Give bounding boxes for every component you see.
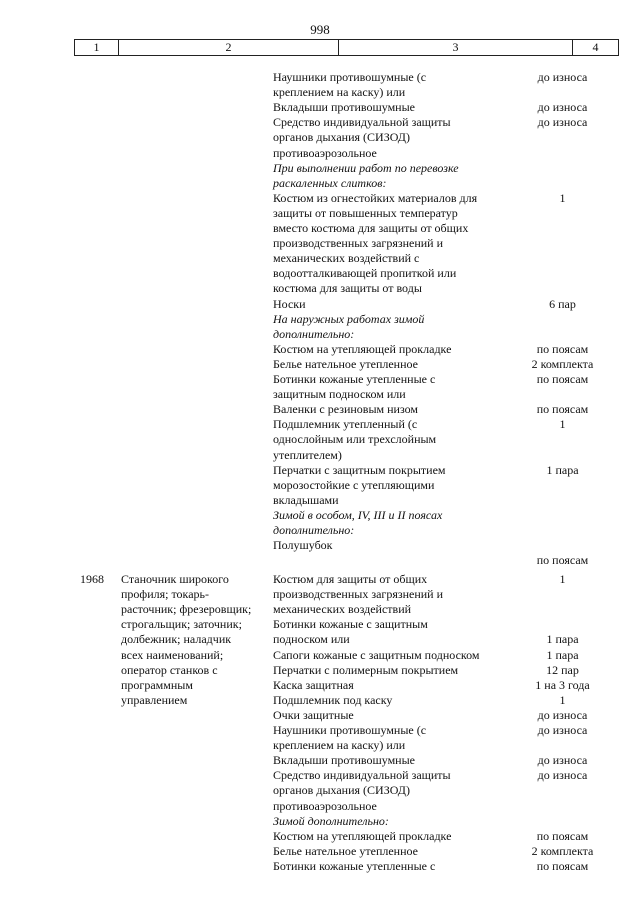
- section2-item-text: Очки защитные: [273, 707, 354, 722]
- occupation-text: программным: [121, 677, 193, 692]
- section2-item-quantity: по поясам: [536, 828, 589, 843]
- section1-subheading: На наружных работах зимой: [273, 311, 425, 326]
- section2-item-text: креплением на каску) или: [273, 738, 406, 753]
- section1-item-text: водоотталкивающей пропиткой или: [273, 266, 457, 281]
- section1-item-text: Белье нательное утепленное: [273, 356, 418, 371]
- section1-item-quantity: 1: [559, 417, 566, 432]
- section2-item-quantity: 1 пара: [546, 632, 579, 647]
- occupation-text: всех наименований;: [121, 647, 224, 662]
- section2-item-quantity: 12 пар: [546, 662, 579, 677]
- row-number: 1968: [80, 572, 104, 586]
- column-header-3: 3: [339, 40, 573, 55]
- section2-item-text: Ботинки кожаные утепленные с: [273, 858, 436, 873]
- section1-item-quantity: по поясам: [536, 402, 589, 417]
- section2-item-text: Наушники противошумные (с: [273, 723, 427, 737]
- section2-subheading: Зимой дополнительно:: [273, 813, 389, 828]
- section2-item-text: Подшлемник под каску: [273, 692, 393, 707]
- section1-item-text: производственных загрязнений и: [273, 236, 444, 251]
- column-header-4: 4: [592, 40, 599, 54]
- page-number: 998: [310, 22, 330, 37]
- section2-item-text: органов дыхания (СИЗОД): [273, 783, 410, 798]
- section1-item-quantity: по поясам: [536, 372, 589, 386]
- section1-item-text: Костюм на утепляющей прокладке: [273, 341, 452, 356]
- section1-item-quantity: до износа: [537, 70, 588, 84]
- section2-item-text: подноском или: [273, 632, 350, 647]
- section2-item-text: противоаэрозольное: [273, 798, 377, 813]
- occupation-text: долбежник; наладчик: [121, 632, 232, 647]
- section2-item-quantity: до износа: [537, 753, 588, 768]
- section1-item-text: Носки: [273, 296, 306, 311]
- column-header-1: 1: [75, 40, 119, 55]
- section1-item-text: Ботинки кожаные утепленные с: [273, 372, 436, 386]
- section2-item-quantity: до износа: [537, 723, 588, 737]
- section2-item-text: производственных загрязнений и: [273, 587, 444, 602]
- section1-item-text: противоаэрозольное: [273, 145, 377, 160]
- section1-item-text: Наушники противошумные (с: [273, 70, 427, 84]
- section1-item-text: костюма для защиты от воды: [273, 281, 422, 296]
- section1-item-text: морозостойкие с утепляющими: [273, 477, 435, 492]
- section1-item-text: Подшлемник утепленный (с: [273, 417, 418, 432]
- section1-item-quantity: 1 пара: [546, 462, 579, 477]
- section2-item-text: Белье нательное утепленное: [273, 843, 418, 858]
- section2-item-text: Перчатки с полимерным покрытием: [273, 662, 459, 677]
- section2-item-quantity: по поясам: [536, 858, 589, 873]
- section1-item-text: вместо костюма для защиты от общих: [273, 221, 469, 235]
- occupation-text: профиля; токарь-: [121, 587, 209, 602]
- section1-item-quantity: до износа: [537, 115, 588, 130]
- section1-item-quantity: до износа: [537, 100, 588, 115]
- occupation-text: Станочник широкого: [121, 572, 229, 586]
- table-header-row: [74, 39, 619, 56]
- section1-subheading: раскаленных слитков:: [273, 175, 387, 190]
- section1-item-text: органов дыхания (СИЗОД): [273, 130, 410, 145]
- section2-item-quantity: 1: [559, 572, 566, 586]
- section2-item-quantity: 1: [559, 692, 566, 707]
- occupation-text: оператор станков с: [121, 662, 218, 677]
- section1-item-quantity: 1: [559, 190, 566, 205]
- section1-subheading: При выполнении работ по перевозке: [273, 160, 459, 175]
- section2-item-text: Каска защитная: [273, 677, 354, 692]
- section1-subheading: дополнительно:: [273, 326, 355, 341]
- section1-item-text: Вкладыши противошумные: [273, 100, 415, 115]
- section1-subheading: дополнительно:: [273, 523, 355, 537]
- section1-item-quantity: по поясам: [536, 341, 589, 356]
- section2-item-text: механических воздействий: [273, 602, 412, 617]
- section2-item-quantity: до износа: [537, 768, 588, 783]
- section1-item-text: вкладышами: [273, 492, 339, 507]
- occupation-text: строгальщик; заточник;: [121, 617, 242, 632]
- section1-item-quantity: 6 пар: [549, 296, 576, 311]
- section1-item-text: Перчатки с защитным покрытием: [273, 462, 446, 477]
- section1-item-text: Валенки с резиновым низом: [273, 402, 419, 417]
- section2-item-quantity: 1 пара: [546, 647, 579, 662]
- section2-item-text: Костюм на утепляющей прокладке: [273, 828, 452, 843]
- section1-item-text: креплением на каску) или: [273, 85, 406, 100]
- section1-item-text: Костюм из огнестойких материалов для: [273, 190, 478, 205]
- section1-item-text: Средство индивидуальной защиты: [273, 115, 451, 130]
- section2-item-quantity: до износа: [537, 707, 588, 722]
- section1-item-text: защиты от повышенных температур: [273, 205, 458, 220]
- section1-item-text: утеплителем): [273, 447, 342, 462]
- column-header-2: 2: [119, 40, 339, 55]
- section2-item-quantity: 1 на 3 года: [535, 677, 590, 692]
- section2-item-text: Костюм для защиты от общих: [273, 572, 428, 586]
- section2-item-text: Вкладыши противошумные: [273, 753, 415, 768]
- section2-item-quantity: 2 комплекта: [531, 843, 594, 858]
- section1-item-quantity: 2 комплекта: [531, 356, 594, 371]
- occupation-text: управлением: [121, 692, 188, 707]
- section1-item-text: механических воздействий с: [273, 251, 420, 266]
- section2-item-text: Сапоги кожаные с защитным подноском: [273, 647, 480, 662]
- section2-item-text: Средство индивидуальной защиты: [273, 768, 451, 783]
- section2-item-text: Ботинки кожаные с защитным: [273, 617, 428, 632]
- section1-subheading: Зимой в особом, IV, III и II поясах: [273, 507, 443, 522]
- section1-item-quantity: по поясам: [536, 553, 589, 568]
- section1-item-text: Полушубок: [273, 538, 333, 553]
- occupation-text: расточник; фрезеровщик;: [121, 602, 252, 617]
- section1-item-text: защитным подноском или: [273, 387, 406, 402]
- section1-item-text: однослойным или трехслойным: [273, 432, 437, 447]
